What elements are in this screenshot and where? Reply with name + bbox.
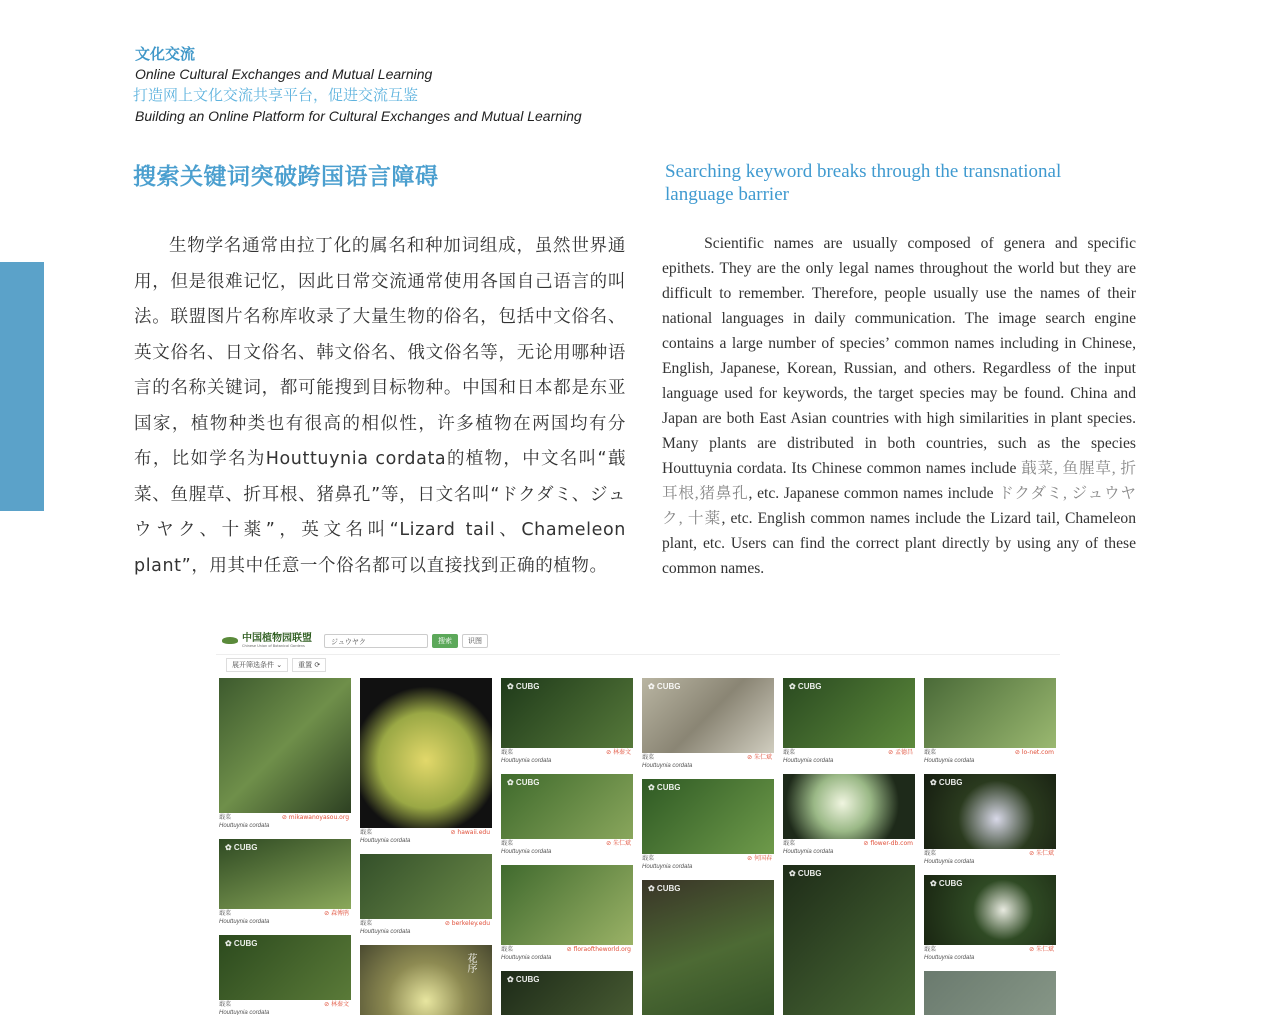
- cubg-watermark: ✿ CUBG: [648, 783, 681, 792]
- cubg-watermark: ✿ CUBG: [648, 884, 681, 893]
- result-card[interactable]: [219, 935, 351, 1015]
- scientific-name: Houttuynia cordata: [783, 758, 834, 764]
- cubg-watermark: ✿ CUBG: [225, 939, 258, 948]
- search-button[interactable]: 搜索: [432, 634, 458, 648]
- photo-source-link[interactable]: ⊘ floraoftheworld.org: [566, 946, 631, 953]
- reset-button[interactable]: 重置 ⟳: [292, 658, 326, 672]
- card-caption: [501, 945, 633, 965]
- common-name: 蕺菜: [642, 754, 655, 761]
- common-name: 蕺菜: [783, 749, 796, 756]
- cubg-watermark: ✿ CUBG: [507, 975, 540, 984]
- common-name: 蕺菜: [501, 840, 514, 847]
- photo-source-link[interactable]: ⊘ 朱仁斌: [606, 840, 631, 847]
- common-name: 蕺菜: [924, 850, 937, 857]
- card-caption: [219, 813, 351, 833]
- scientific-name: Houttuynia cordata: [219, 919, 270, 925]
- photo-source-link[interactable]: ⊘ 孟德昌: [888, 749, 913, 756]
- section-subtitle-cn: 打造网上文化交流共享平台，促进交流互鉴: [133, 86, 419, 104]
- scientific-name: Houttuynia cordata: [219, 1010, 270, 1015]
- plant-photo[interactable]: [501, 774, 633, 839]
- plant-photo[interactable]: [501, 865, 633, 945]
- card-caption: [642, 854, 774, 874]
- plant-photo[interactable]: [924, 875, 1056, 945]
- plant-photo[interactable]: [783, 774, 915, 839]
- photo-source-link[interactable]: ⊘ 何国春: [747, 855, 772, 862]
- result-card[interactable]: [501, 971, 633, 1015]
- photo-source-link[interactable]: ⊘ 林秦文: [324, 1001, 349, 1008]
- result-card[interactable]: [501, 678, 633, 768]
- article-heading-cn: 搜索关键词突破跨国语言障碍: [133, 164, 439, 190]
- result-card[interactable]: [924, 774, 1056, 869]
- scientific-name: Houttuynia cordata: [642, 864, 693, 870]
- scientific-name: Houttuynia cordata: [783, 849, 834, 855]
- photo-source-link[interactable]: ⊘ 朱仁斌: [747, 754, 772, 761]
- body-en-text-1: Scientific names are usually composed of genera and specific epithets. They are the only legal names throughout the world but they are difficult to remember. Therefore, people usually use the names of their national languages in daily communication. The image search engine contains a large number of species’ common names including in Chinese, English, Japanese, Korean, Russian, and others. Regardless of the input language used for keywords, the target species may be found. China and Japan are both East Asian countries with high similarities in plant species. Many plants are distributed in both countries, such as the species Houttuynia cordata. Its Chinese common names include: [662, 235, 1136, 477]
- cubg-watermark: ✿ CUBG: [507, 682, 540, 691]
- result-card[interactable]: [924, 875, 1056, 965]
- card-caption: [219, 1000, 351, 1015]
- card-caption: [924, 849, 1056, 869]
- article-body-en: [662, 231, 1136, 581]
- result-card[interactable]: [360, 945, 492, 1015]
- image-recognition-button[interactable]: 识图: [462, 634, 488, 648]
- plant-photo[interactable]: [501, 678, 633, 748]
- inflorescence-label: 花序: [465, 953, 476, 973]
- article-heading-en: Searching keyword breaks through the transnational language barrier: [665, 161, 1062, 205]
- cubg-watermark: ✿ CUBG: [930, 778, 963, 787]
- section-header: [135, 44, 582, 126]
- result-card[interactable]: [219, 678, 351, 833]
- card-caption: [783, 839, 915, 859]
- result-card[interactable]: [642, 779, 774, 874]
- card-caption: [360, 828, 492, 848]
- common-name: 蕺菜: [924, 946, 937, 953]
- filter-bar: [216, 654, 1060, 675]
- cubg-watermark: ✿ CUBG: [507, 778, 540, 787]
- result-card[interactable]: [783, 774, 915, 859]
- result-card[interactable]: [924, 971, 1056, 1015]
- plant-photo[interactable]: [219, 678, 351, 813]
- common-name: 蕺菜: [501, 749, 514, 756]
- section-title-cn: 文化交流: [135, 45, 196, 63]
- logo-subtext: Chinese Union of Botanical Gardens: [242, 643, 305, 648]
- plant-photo[interactable]: [501, 971, 633, 1015]
- plant-photo[interactable]: [642, 779, 774, 854]
- plant-photo[interactable]: [360, 945, 492, 1015]
- card-caption: [642, 753, 774, 773]
- result-card[interactable]: [783, 865, 915, 1015]
- common-name: 蕺菜: [219, 814, 232, 821]
- result-card[interactable]: [360, 854, 492, 939]
- result-card[interactable]: [501, 865, 633, 965]
- photo-source-link[interactable]: ⊘ lo-net.com: [1014, 749, 1054, 756]
- card-caption: [219, 909, 351, 929]
- scientific-name: Houttuynia cordata: [219, 823, 270, 829]
- body-en-text-2: , etc. Japanese common names include: [748, 485, 999, 502]
- scientific-name: Houttuynia cordata: [501, 849, 552, 855]
- plant-photo[interactable]: [642, 880, 774, 1015]
- photo-source-link[interactable]: ⊘ berkeley.edu: [444, 920, 490, 927]
- embedded-search-screenshot: [216, 628, 1060, 1015]
- common-name: 蕺菜: [642, 855, 655, 862]
- result-card[interactable]: [360, 678, 492, 848]
- body-en-chinese-names: 蕺菜, 鱼腥草, 折耳根,猪鼻孔: [662, 460, 1136, 502]
- plant-photo[interactable]: [924, 678, 1056, 748]
- card-caption: [924, 748, 1056, 768]
- plant-photo[interactable]: [219, 839, 351, 909]
- scientific-name: Houttuynia cordata: [501, 955, 552, 961]
- scientific-name: Houttuynia cordata: [642, 763, 693, 769]
- cubg-watermark: ✿ CUBG: [225, 843, 258, 852]
- scientific-name: Houttuynia cordata: [924, 955, 975, 961]
- common-name: 蕺菜: [783, 840, 796, 847]
- plant-photo[interactable]: [924, 774, 1056, 849]
- cubg-logo: [220, 634, 312, 649]
- plant-photo[interactable]: [783, 678, 915, 748]
- photo-source-link[interactable]: ⊘ 森傅鹃: [324, 910, 349, 917]
- photo-source-link[interactable]: ⊘ flower-db.com: [863, 840, 913, 847]
- scientific-name: Houttuynia cordata: [501, 758, 552, 764]
- card-caption: [360, 919, 492, 939]
- result-card[interactable]: [642, 880, 774, 1015]
- card-caption: [924, 945, 1056, 965]
- result-card[interactable]: [924, 678, 1056, 768]
- common-name: 蕺菜: [501, 946, 514, 953]
- photo-source-link[interactable]: ⊘ 朱仁斌: [1029, 850, 1054, 857]
- body-en-japanese-names: ドクダミ, ジュウヤク, 十薬: [662, 485, 1136, 527]
- plant-photo[interactable]: [360, 678, 492, 828]
- logo-text: 中国植物园联盟: [242, 632, 312, 644]
- side-accent-bar: [0, 262, 44, 511]
- search-input[interactable]: ジュウヤク: [324, 634, 428, 648]
- plant-photo[interactable]: [783, 865, 915, 1015]
- card-caption: [501, 748, 633, 768]
- result-card[interactable]: [219, 839, 351, 929]
- photo-source-link[interactable]: ⊘ hawaii.edu: [450, 829, 490, 836]
- photo-source-link[interactable]: ⊘ 朱仁斌: [1029, 946, 1054, 953]
- section-title-en: Online Cultural Exchanges and Mutual Learning: [135, 66, 433, 82]
- scientific-name: Houttuynia cordata: [924, 859, 975, 865]
- common-name: 蕺菜: [219, 1001, 232, 1008]
- cubg-watermark: ✿ CUBG: [789, 869, 822, 878]
- photo-source-link[interactable]: ⊘ mikawanoyasou.org: [281, 814, 349, 821]
- result-card[interactable]: [783, 678, 915, 768]
- section-subtitle-en: Building an Online Platform for Cultural Exchanges and Mutual Learning: [135, 108, 582, 124]
- common-name: 蕺菜: [924, 749, 937, 756]
- plant-photo[interactable]: [219, 935, 351, 1000]
- expand-filters-button[interactable]: 展开筛选条件 ⌄: [226, 658, 288, 672]
- scientific-name: Houttuynia cordata: [360, 838, 411, 844]
- common-name: 蕺菜: [360, 920, 373, 927]
- card-caption: [501, 839, 633, 859]
- scientific-name: Houttuynia cordata: [924, 758, 975, 764]
- photo-source-link[interactable]: ⊘ 林秦文: [606, 749, 631, 756]
- common-name: 蕺菜: [219, 910, 232, 917]
- scientific-name: Houttuynia cordata: [360, 929, 411, 935]
- search-topbar: [216, 628, 1060, 654]
- cubg-watermark: ✿ CUBG: [648, 682, 681, 691]
- cubg-watermark: ✿ CUBG: [789, 682, 822, 691]
- plant-logo-icon: [220, 634, 240, 648]
- result-card[interactable]: [642, 678, 774, 773]
- article-body-cn: 生物学名通常由拉丁化的属名和种加词组成，虽然世界通用，但是很难记忆，因此日常交流通常使用各国自己语言的叫法。联盟图片名称库收录了大量生物的俗名，包括中文俗名、英文俗名、日文俗名、韩文俗名、俄文俗名等，无论用哪种语言的名称关键词，都可能搜到目标物种。中国和日本都是东亚国家，植物种类也有很高的相似性，许多植物在两国均有分布，比如学名为Houttuynia cordata的植物，中文名叫“蕺菜、鱼腥草、折耳根、猪鼻孔”等，日文名叫“ドクダミ、ジュウヤク、十薬”，英文名叫“Lizard tail、Chameleon plant”，用其中任意一个俗名都可以直接找到正确的植物。: [134, 236, 626, 576]
- result-card[interactable]: [501, 774, 633, 859]
- card-caption: [783, 748, 915, 768]
- plant-photo[interactable]: [360, 854, 492, 919]
- plant-photo[interactable]: [924, 971, 1056, 1015]
- body-en-text-3: , etc. English common names include the Lizard tail, Chameleon plant, etc. Users can find the correct plant directly by using any of these common names.: [662, 510, 1136, 577]
- plant-photo[interactable]: [642, 678, 774, 753]
- cubg-watermark: ✿ CUBG: [930, 879, 963, 888]
- common-name: 蕺菜: [360, 829, 373, 836]
